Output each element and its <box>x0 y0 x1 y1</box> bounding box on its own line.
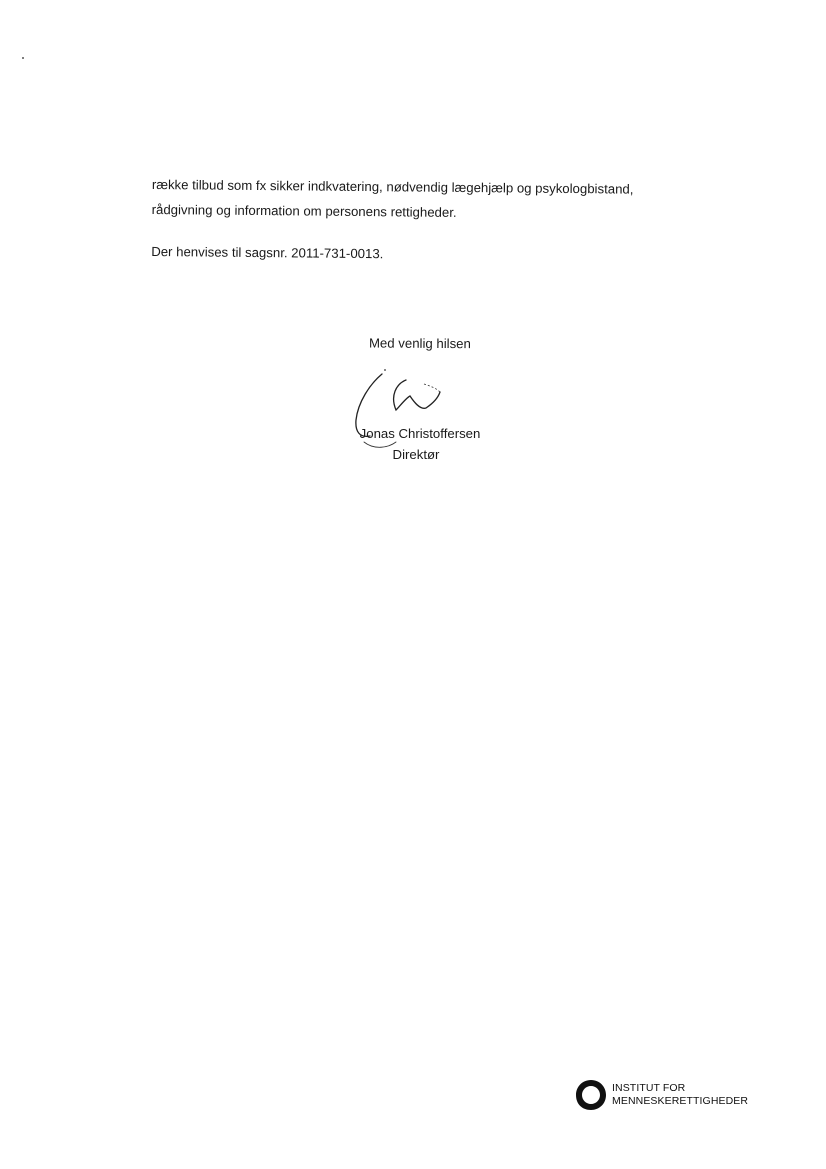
logo-line: MENNESKERETTIGHEDER <box>612 1095 749 1107</box>
ring-logo-icon <box>574 1078 608 1112</box>
case-reference: Der henvises til sagsnr. 2011-731-0013. <box>151 243 384 262</box>
scan-speck <box>22 57 24 59</box>
body-line: rådgivning og information om personens rettigheder. <box>151 201 457 220</box>
body-line: række tilbud som fx sikker indkvatering, nødvendig lægehjælp og psykologbistand, <box>151 176 634 197</box>
logo-line: INSTITUT FOR <box>612 1082 686 1094</box>
logo-wordmark <box>612 1082 748 1108</box>
letter-body <box>151 172 712 269</box>
signer-name: Jonas Christoffersen <box>359 426 481 441</box>
closing-salutation: Med venlig hilsen <box>368 335 471 352</box>
institute-logo <box>574 1078 748 1112</box>
signer-title: Direktør <box>392 447 440 462</box>
